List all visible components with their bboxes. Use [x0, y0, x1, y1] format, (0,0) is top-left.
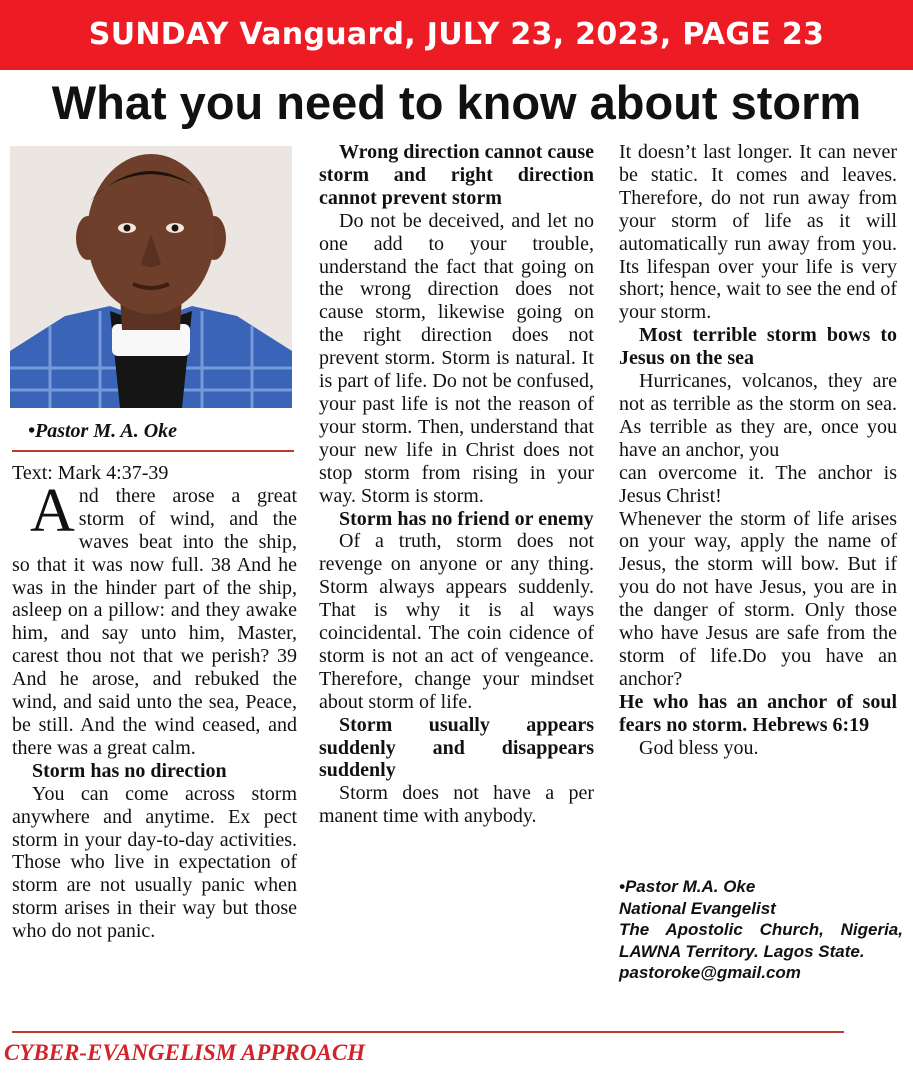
scripture-reference: Text: Mark 4:37-39: [12, 462, 169, 484]
intro-paragraph: [12, 476, 297, 760]
article-column-2: [319, 141, 594, 828]
paragraph-wrong-direction: Do not be deceived, and let no one add to your trouble, understand the fact that going on the wrong direction does not cause storm, likewise going on the right direction does not prevent storm. Storm is natural. It is part of life. Do not be confused, your past life is not the reason of your storm. Then, understand that your new life in Christ does not stop storm from rising in your way. Storm is storm.: [319, 209, 594, 507]
paragraph-terrible-b: can overcome it. The anchor is Jesus Christ!: [619, 461, 897, 507]
paragraph-terrible-a: Hurricanes, volcanos, they are not as terrible as the storm on sea. As terrible as they are, once you have an anchor, you: [619, 370, 897, 461]
section-footer: CYBER-EVANGELISM APPROACH: [4, 1040, 366, 1065]
dropcap-letter: A: [30, 476, 75, 545]
caption-divider: [12, 450, 294, 452]
paragraph-whenever: Whenever the storm of life arises on your way, apply the name of Jesus, the storm will bow. But if you do not have Jesus, you are in the danger of storm. Only those who have Jesus are safe from the storm of life.Do you have an anchor?: [619, 507, 897, 690]
subhead-wrong-direction: Wrong direction cannot cause storm and right direction cannot prevent storm: [319, 141, 595, 209]
subhead-suddenly: Storm usually appears suddenly and disappears suddenly: [319, 713, 594, 782]
signature-email: pastoroke@gmail.com: [619, 963, 801, 982]
footer-divider: [12, 1031, 844, 1033]
photo-caption: •Pastor M. A. Oke: [28, 420, 178, 442]
subhead-terrible-storm: Most terrible storm bows to Jesus on the sea: [619, 324, 897, 370]
page-banner: SUNDAY Vanguard, JULY 23, 2023, PAGE 23: [0, 0, 913, 70]
author-portrait-illustration: [10, 146, 292, 408]
author-signature: [619, 876, 903, 984]
article-column-3: [619, 141, 897, 759]
author-photo: [10, 146, 292, 408]
paragraph-bless: God bless you.: [639, 736, 759, 759]
paragraph-no-friend: Of a truth, storm does not revenge on anyone or any thing. Storm always appears suddenly. That is why it is al ways coincidental. The coin cidence of storm is not an act of vengeance. Therefore, change your mindset about storm of life.: [319, 530, 594, 713]
paragraph-no-direction: You can come across storm anywhere and anytime. Ex pect storm in your day-to-day activities. Those who live in expectation of storm are not usually panic when storm arises in their way but those who do not panic.: [12, 782, 297, 943]
paragraph-suddenly: Storm does not have a per manent time with anybody.: [319, 782, 594, 828]
paragraph-lifespan: It doesn’t last longer. It can never be static. It comes and leaves. Therefore, do not run away from your storm of life as it will automatically run away from you. Its lifespan over your life is very short; hence, wait to see the end of your storm.: [619, 141, 897, 324]
article-column-1: [12, 462, 297, 943]
subhead-no-direction: Storm has no direction: [32, 759, 227, 782]
subhead-anchor: He who has an anchor of soul fears no storm. Hebrews 6:19: [619, 690, 897, 736]
signature-title: National Evangelist: [619, 898, 776, 918]
article-headline: What you need to know about storm: [51, 76, 862, 129]
signature-organization: The Apostolic Church, Nigeria, LAWNA Territory. Lagos State.: [619, 920, 903, 961]
intro-text: nd there arose a great storm of wind, and the waves beat into the ship, so that it was now full. 38 And he was in the hinder part of the ship, asleep on a pillow: and they awake him, and say unto him, Master, carest thou not that we perish? 39 And he arose, and rebuked the wind, and said unto the sea, Peace, be still. And the wind ceased, and there was a great calm.: [12, 484, 297, 759]
subhead-no-friend: Storm has no friend or enemy: [339, 507, 594, 530]
signature-name: •Pastor M.A. Oke: [619, 877, 756, 896]
